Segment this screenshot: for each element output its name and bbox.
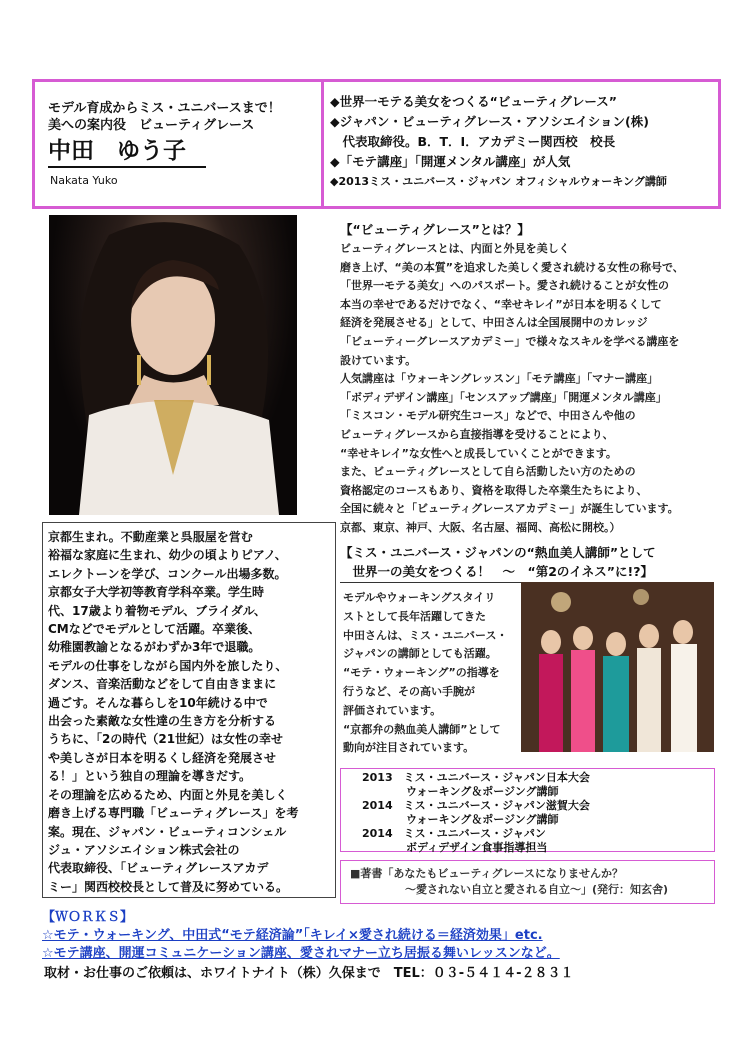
about-line: 磨き上げ、“美の本質”を追求した美しく愛され続ける女性の称号で、	[340, 260, 684, 274]
about-section	[340, 220, 684, 538]
about-line: ビューティグレースから直接指導を受けることにより、	[340, 427, 614, 441]
portrait-photo	[49, 215, 297, 515]
about-line: 本当の幸せであるだけでなく、“幸せキレイ”が日本を明るくして	[340, 297, 662, 311]
history-line: 2013 ミス・ユニバース・ジャパン日本大会	[362, 771, 590, 784]
tagline-1: モデル育成からミス・ユニバースまで！	[48, 101, 281, 116]
book-info	[350, 866, 668, 898]
header-titles	[330, 92, 715, 192]
miss-universe-section	[340, 543, 656, 583]
title-line: ◆ジャパン・ビューティグレース・アソシエイション(株)	[330, 114, 649, 129]
profile-line: 京都生まれ。不動産業と呉服屋を営む	[48, 530, 253, 544]
book-line-1: ■著書「あなたもビューティグレースになりませんか？	[350, 867, 623, 880]
contact-line: 取材・お仕事のご依頼は、ホワイトナイト（株）久保まで TEL：０３-５４１４-２８３１	[44, 966, 574, 981]
profile-line: 裕福な家庭に生まれ、幼少の頃よりピアノ、	[48, 548, 287, 563]
profile-line: 過ごす。そんな暮らしを10年続ける中で	[48, 695, 268, 710]
miss-universe-text	[343, 589, 507, 758]
history-line: ウォーキング＆ポージング講師	[362, 785, 559, 798]
about-line: 人気講座は「ウォーキングレッスン」「モテ講座」「マナー講座」	[340, 372, 659, 386]
about-line: 資格認定のコースもあり、資格を取得した卒業生たちにより、	[340, 483, 648, 497]
person-name: 中田 ゆう子	[48, 136, 206, 168]
book-line-2: ～愛されない自立と愛される自立～」(発行：知玄舎)	[350, 883, 669, 896]
title-line: ◆「モテ講座」「開運メンタル講座」が人気	[330, 154, 571, 169]
history-line: 2014 ミス・ユニバース・ジャパン	[362, 827, 546, 840]
tagline-2: 美への案内役 ビューティグレース	[48, 118, 255, 133]
about-line: 経済を発展させる」として、中田さんは全国展開中のカレッジ	[340, 316, 648, 330]
about-line: 全国に続々と「ビューティグレースアカデミー」が誕生しています。	[340, 502, 679, 516]
miss-universe-line: ストとして長年活躍してきた	[343, 609, 486, 623]
title-line: 代表取締役。B．T．I．アカデミー関西校 校長	[330, 134, 616, 149]
miss-universe-line: 行うなど、その高い手腕が	[343, 684, 475, 698]
history-list	[362, 771, 590, 855]
profile-line: る！」という独自の理論を導きだす。	[48, 769, 252, 784]
works-line-1: ☆モテ・ウォーキング、中田式“モテ経済論”「キレイ×愛され続ける＝経済効果」etc.	[42, 928, 543, 943]
profile-line: 出会った素敵な女性達の生き方を分析する	[48, 714, 277, 729]
miss-universe-line: 評価されています。	[343, 703, 442, 717]
history-line: ウォーキング＆ポージング講師	[362, 813, 559, 826]
about-line: 「世界一モテる美女」へのパスポート。愛され続けることが女性の	[340, 279, 670, 293]
about-line: 「ミスコン・モデル研究生コース」などで、中田さんや他の	[340, 409, 636, 423]
header-left	[48, 100, 318, 187]
history-line: ボディデザイン食事指導担当	[362, 841, 548, 854]
about-line: ビューティグレースとは、内面と外見を美しく	[340, 242, 570, 255]
profile-line: 案。現在、ジャパン・ビューティコンシェル	[48, 824, 287, 839]
profile-line: 京都女子大学初等教育学科卒業。学生時	[48, 585, 265, 600]
profile-line: 代表取締役、「ビューティグレースアカデ	[48, 861, 269, 876]
about-title: 【“ビューティグレース”とは？】	[340, 222, 530, 237]
works-line-2: ☆モテ講座、開運コミュニケーション講座、愛されマナー立ち居振る舞いレッスンなど。	[42, 946, 560, 961]
profile-text	[48, 528, 334, 896]
profile-line: ジュ・アソシエイション株式会社の	[48, 842, 240, 857]
miss-universe-title-2: 世界一の美女をつくる！ ～ “第2のイネス”に!?】	[340, 562, 653, 583]
miss-universe-line: モデルやウォーキングスタイリ	[343, 591, 496, 604]
history-line: 2014 ミス・ユニバース・ジャパン滋賀大会	[362, 799, 590, 812]
profile-line: 代、17歳より着物モデル、ブライダル、	[48, 603, 266, 618]
about-line: 「ボディデザイン講座」「センスアップ講座」「開運メンタル講座」	[340, 390, 667, 404]
profile-line: モデルの仕事をしながら国内外を旅したり、	[48, 658, 288, 673]
person-name-roman: Nakata Yuko	[50, 174, 118, 187]
miss-universe-line: ジャパンの講師としても活躍。	[343, 647, 497, 661]
profile-line: 磨き上げる専門職「ビューティグレース」を考	[48, 806, 299, 821]
profile-line: うちに、「2の時代（21世紀）は女性の幸せ	[48, 732, 284, 747]
miss-universe-line: “モテ・ウォーキング”の指導を	[343, 666, 500, 680]
about-line: 設けています。	[340, 353, 417, 367]
about-line: 「ビューティーグレースアカデミー」で様々なスキルを学べる講座を	[340, 334, 680, 348]
profile-line: エレクトーンを学び、コンクール出場多数。	[48, 566, 287, 581]
miss-universe-line: 中田さんは、ミス・ユニバース・	[343, 628, 508, 642]
miss-universe-title-1: 【ミス・ユニバース・ジャパンの“熱血美人講師”として	[340, 545, 656, 560]
miss-universe-line: “京都弁の熱血美人講師”として	[343, 722, 501, 736]
about-line: また、ビューティグレースとして自ら活動したい方のための	[340, 465, 636, 479]
about-line: “幸せキレイ”な女性へと成長していくことができます。	[340, 446, 617, 460]
profile-line: や美しさが日本を明るくし経済を発展させ	[48, 750, 277, 765]
works-title: 【ＷＯＲＫＳ】	[42, 910, 134, 925]
works-section	[42, 909, 560, 963]
profile-line: ミー」関西校校長として普及に努めている。	[48, 879, 289, 894]
profile-line: 幼稚園教諭となるがわずか3年で退職。	[48, 640, 261, 655]
profile-line: ダンス、音楽活動などをして自由きままに	[48, 677, 277, 692]
profile-line: その理論を広めるため、内面と外見を美しく	[48, 787, 288, 802]
header-divider	[321, 82, 324, 206]
title-line: ◆2013ミス・ユニバース・ジャパン オフィシャルウォーキング講師	[330, 175, 667, 188]
about-line: 京都、東京、神戸、大阪、名古屋、福岡、高松に開校。）	[340, 520, 621, 534]
group-photo	[521, 582, 714, 752]
title-line: ◆世界一モテる美女をつくる“ビューティグレース”	[330, 94, 617, 109]
miss-universe-line: 動向が注目されています。	[343, 741, 475, 755]
profile-line: CMなどでモデルとして活躍。卒業後、	[48, 622, 261, 637]
